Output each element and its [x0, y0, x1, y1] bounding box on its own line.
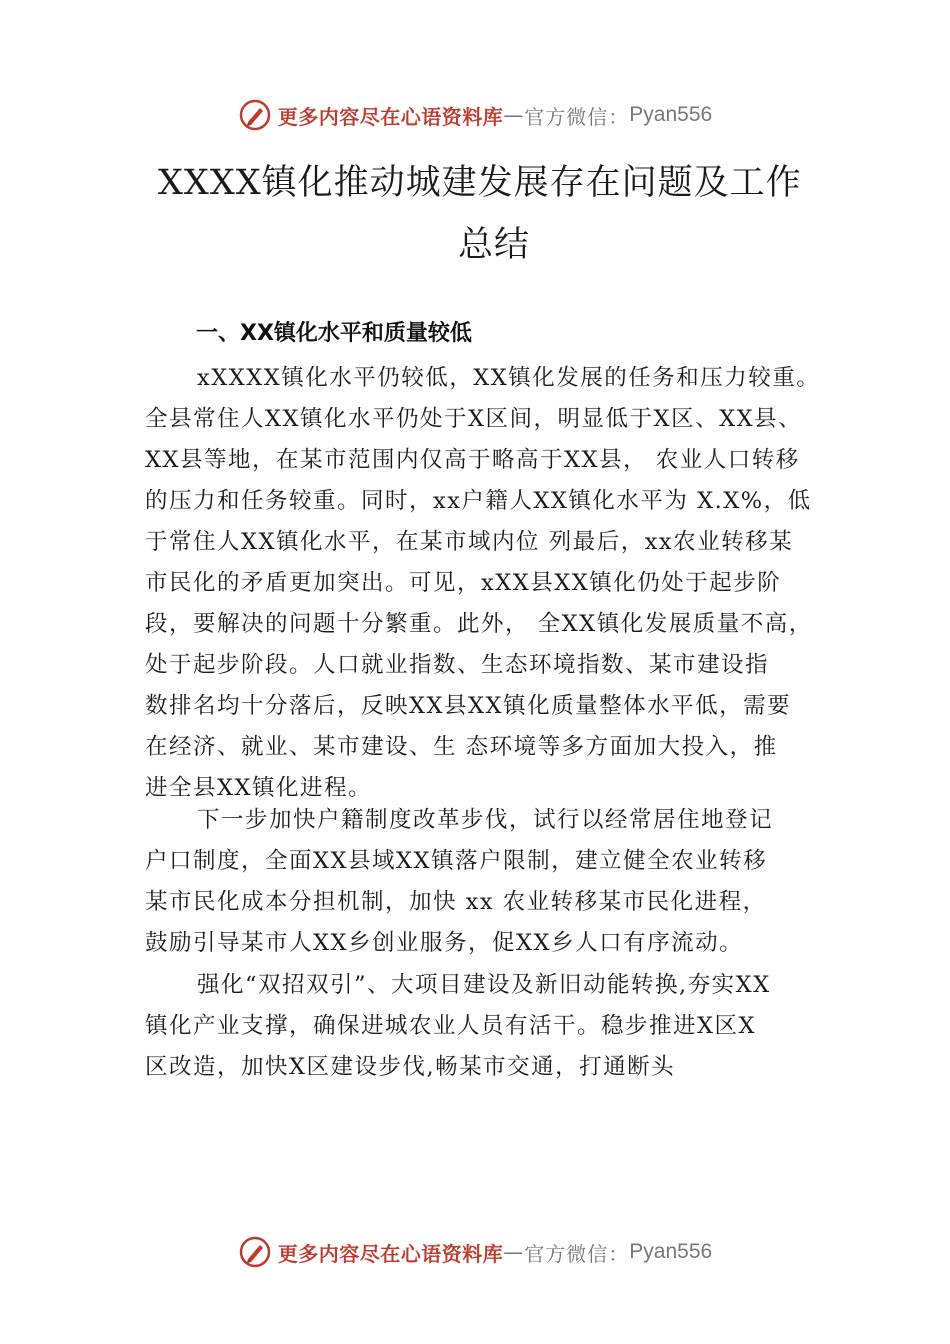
banner-wechat-id: Pyan556 — [629, 1240, 713, 1263]
paragraph-1 — [145, 358, 845, 809]
paragraph-line: 段，要解决的问题十分繁重。此外， 全XX镇化发展质量不高， — [145, 611, 813, 637]
section-heading: 一、XX镇化水平和质量较低 — [196, 321, 472, 346]
banner-red-text: 更多内容尽在心语资料库 — [277, 1241, 504, 1266]
paragraph-line: 在经济、就业、某市建设、生 态环境等多方面加大投入，推 — [145, 734, 778, 760]
paragraph-line: 区改造，加快X区建设步伐,畅某市交通，打通断头 — [145, 1054, 676, 1080]
paragraph-line: 下一步加快户籍制度改革步伐，试行以经常居住地登记 — [197, 807, 774, 833]
paragraph-line: 进全县XX镇化进程。 — [145, 775, 373, 801]
banner-gray-text: 官方微信： — [524, 104, 630, 129]
paragraph-line: 于常住人XX镇化水平，在某市域内位 列最后，xx农业转移某 — [145, 529, 794, 555]
paragraph-line: 户口制度，全面XX县域XX镇落户限制，建立健全农业转移 — [145, 848, 768, 874]
paragraph-3 — [145, 965, 845, 1088]
pen-logo-icon — [238, 1235, 272, 1269]
paragraph-2 — [145, 800, 845, 964]
paragraph-line: 强化“双招双引”、大项目建设及新旧动能转换,夯实XX — [197, 972, 771, 998]
banner-dash: — — [503, 103, 525, 127]
banner-wechat-id: Pyan556 — [629, 103, 713, 126]
header-banner — [0, 95, 950, 135]
paragraph-line: 数排名均十分落后，反映XX县XX镇化质量整体水平低，需要 — [145, 693, 792, 719]
pen-logo-icon — [238, 98, 272, 132]
paragraph-line: xXXXX镇化水平仍较低，XX镇化发展的任务和压力较重。 — [197, 365, 821, 391]
paragraph-line: 镇化产业支撑，确保进城农业人员有活干。稳步推进X区X — [145, 1013, 757, 1039]
paragraph-line: 全县常住人XX镇化水平仍处于X区间，明显低于X区、XX县、 — [145, 406, 803, 432]
paragraph-line: 鼓励引导某市人XX乡创业服务，促XX乡人口有序流动。 — [145, 930, 744, 956]
banner-gray-text: 官方微信： — [524, 1241, 630, 1266]
document-title-line2: 总结 — [458, 225, 531, 265]
banner-dash: — — [503, 1240, 525, 1264]
paragraph-line: 市民化的矛盾更加突出。可见，xXX县XX镇化仍处于起步阶 — [145, 570, 782, 596]
document-title-line1: XXXX镇化推动城建发展存在问题及工作 — [158, 163, 802, 203]
footer-banner — [0, 1232, 950, 1272]
paragraph-line: 的压力和任务较重。同时，xx户籍人XX镇化水平为 X.X%，低 — [145, 488, 812, 514]
paragraph-line: 某市民化成本分担机制，加快 xx 农业转移某市民化进程， — [145, 889, 767, 915]
paragraph-line: XX县等地，在某市范围内仅高于略高于XX县， 农业人口转移 — [145, 447, 800, 473]
paragraph-line: 处于起步阶段。人口就业指数、生态环境指数、某市建设指 — [145, 652, 770, 678]
banner-red-text: 更多内容尽在心语资料库 — [277, 104, 504, 129]
